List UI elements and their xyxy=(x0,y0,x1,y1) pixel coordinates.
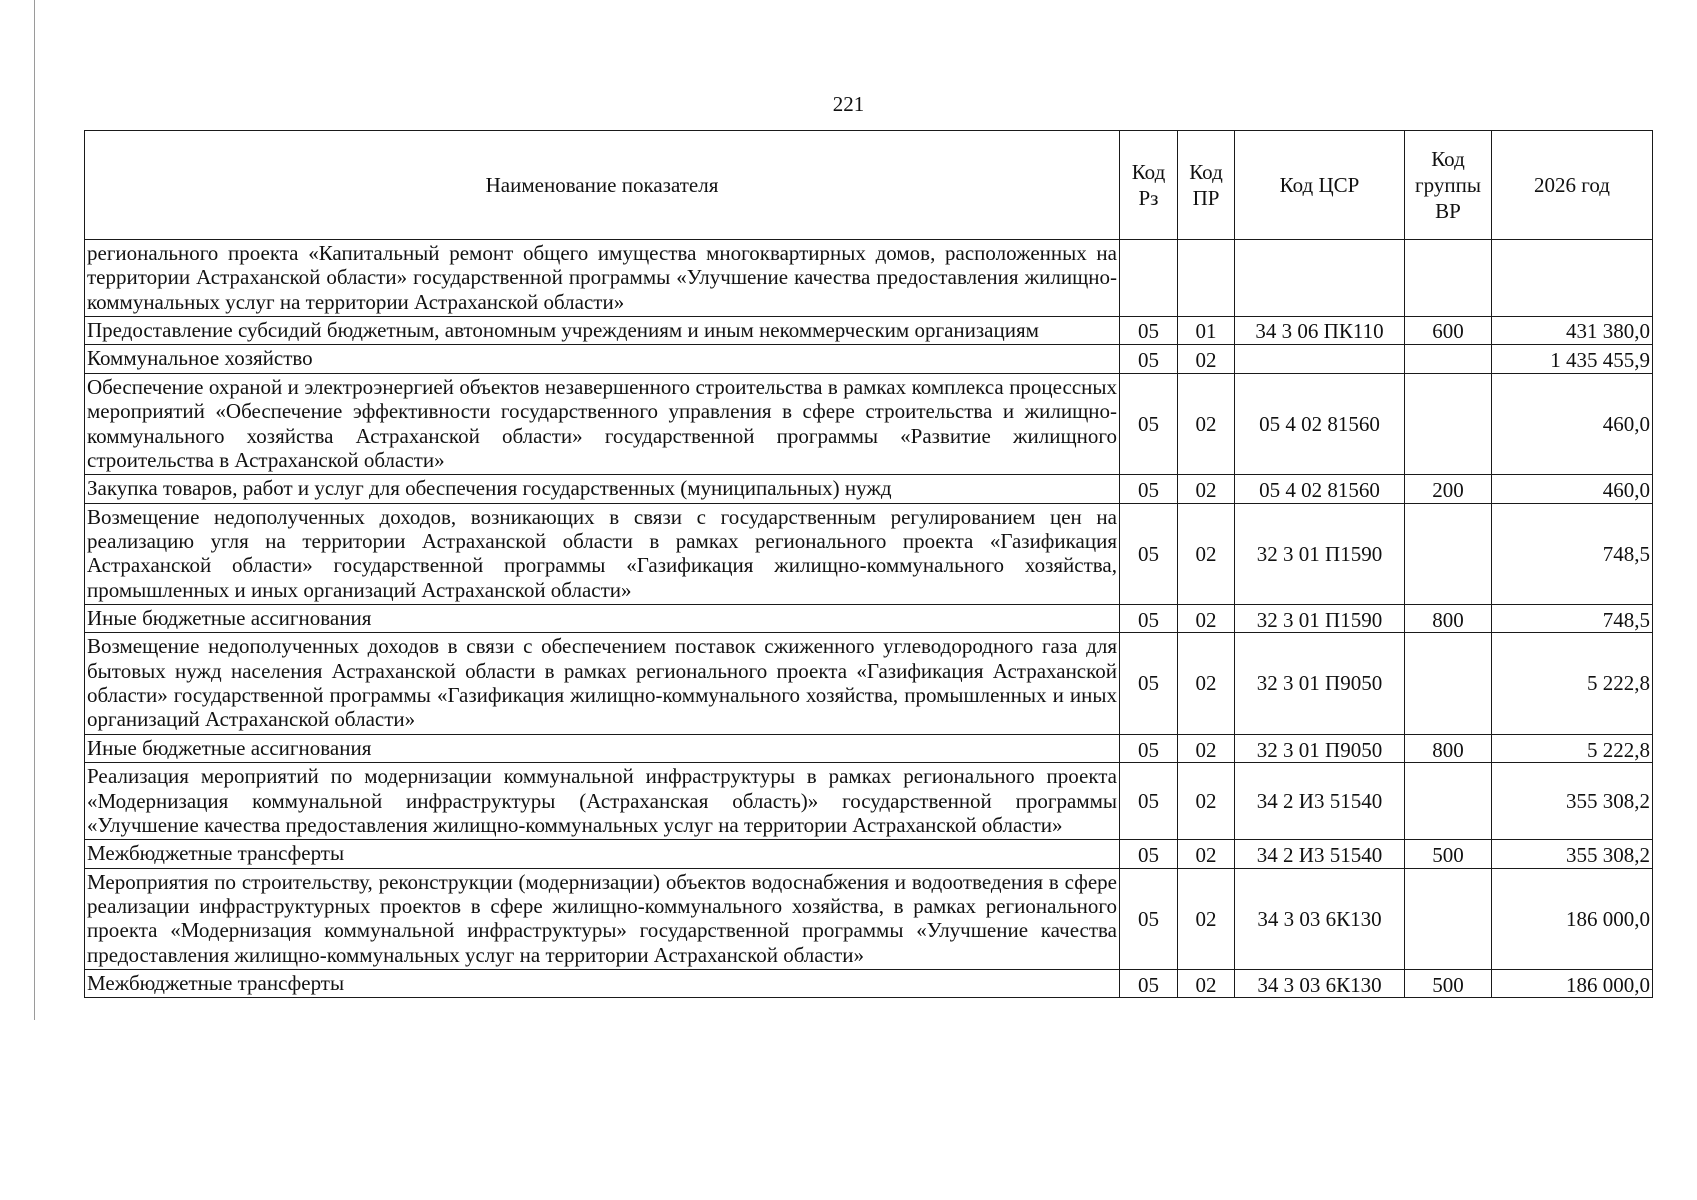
table-row xyxy=(85,503,1653,604)
row-pr: 02 xyxy=(1178,763,1235,840)
row-rz: 05 xyxy=(1120,345,1178,373)
row-vr: 500 xyxy=(1405,970,1492,998)
row-vr xyxy=(1405,373,1492,474)
table-row xyxy=(85,868,1653,969)
row-csr: 34 2 И3 51540 xyxy=(1235,763,1405,840)
row-name: Коммунальное хозяйство xyxy=(85,345,1120,373)
row-pr: 02 xyxy=(1178,605,1235,633)
table-row xyxy=(85,970,1653,998)
row-name: Обеспечение охраной и электроэнергией объектов незавершенного строительства в рамках комплекса процессных мероприятий «Обеспечение эффективности государственного управления в сфере строительства и жилищно-коммунального хозяйства Астраханской области» государственной программы «Развитие жилищного строительства в Астраханской области» xyxy=(85,373,1120,474)
row-name: Предоставление субсидий бюджетным, автономным учреждениям и иным некоммерческим организациям xyxy=(85,317,1120,345)
row-name: Иные бюджетные ассигнования xyxy=(85,734,1120,762)
row-sum: 748,5 xyxy=(1492,503,1653,604)
table-row xyxy=(85,317,1653,345)
row-rz: 05 xyxy=(1120,763,1178,840)
row-csr: 34 3 06 ПК110 xyxy=(1235,317,1405,345)
row-rz: 05 xyxy=(1120,840,1178,868)
row-rz: 05 xyxy=(1120,373,1178,474)
row-csr: 32 3 01 П1590 xyxy=(1235,605,1405,633)
row-name: регионального проекта «Капитальный ремонт общего имущества многоквартирных домов, расположенных на территории Астраханской области» государственной программы «Улучшение качества предоставления жилищно-коммунальных услуг на территории Астраханской области» xyxy=(85,240,1120,317)
row-vr xyxy=(1405,345,1492,373)
row-vr xyxy=(1405,633,1492,734)
row-rz: 05 xyxy=(1120,503,1178,604)
table-row xyxy=(85,633,1653,734)
row-sum: 748,5 xyxy=(1492,605,1653,633)
row-name: Мероприятия по строительству, реконструкции (модернизации) объектов водоснабжения и водоотведения в сфере реализации инфраструктурных проектов в сфере жилищно-коммунального хозяйства, в рамках регионального проекта «Модернизация коммунальной инфраструктуры» государственной программы «Улучшение качества предоставления жилищно-коммунальных услуг на территории Астраханской области» xyxy=(85,868,1120,969)
row-csr: 05 4 02 81560 xyxy=(1235,373,1405,474)
header-name: Наименование показателя xyxy=(85,131,1120,240)
row-sum: 186 000,0 xyxy=(1492,868,1653,969)
row-vr: 200 xyxy=(1405,475,1492,503)
row-rz: 05 xyxy=(1120,605,1178,633)
table-row xyxy=(85,373,1653,474)
row-sum: 5 222,8 xyxy=(1492,734,1653,762)
row-csr: 32 3 01 П9050 xyxy=(1235,633,1405,734)
table-row xyxy=(85,605,1653,633)
row-sum: 431 380,0 xyxy=(1492,317,1653,345)
row-csr: 32 3 01 П9050 xyxy=(1235,734,1405,762)
row-sum: 355 308,2 xyxy=(1492,840,1653,868)
row-pr: 02 xyxy=(1178,373,1235,474)
row-csr: 05 4 02 81560 xyxy=(1235,475,1405,503)
row-rz: 05 xyxy=(1120,475,1178,503)
row-vr xyxy=(1405,763,1492,840)
row-rz: 05 xyxy=(1120,868,1178,969)
row-csr: 34 3 03 6К130 xyxy=(1235,868,1405,969)
row-sum: 5 222,8 xyxy=(1492,633,1653,734)
row-pr: 02 xyxy=(1178,345,1235,373)
row-rz: 05 xyxy=(1120,633,1178,734)
row-sum: 1 435 455,9 xyxy=(1492,345,1653,373)
row-vr xyxy=(1405,868,1492,969)
table-row xyxy=(85,345,1653,373)
table-row xyxy=(85,840,1653,868)
table-row xyxy=(85,734,1653,762)
row-vr: 500 xyxy=(1405,840,1492,868)
row-csr: 32 3 01 П1590 xyxy=(1235,503,1405,604)
row-vr: 600 xyxy=(1405,317,1492,345)
header-rz: Код Рз xyxy=(1120,131,1178,240)
row-rz: 05 xyxy=(1120,970,1178,998)
row-vr: 800 xyxy=(1405,734,1492,762)
row-rz: 05 xyxy=(1120,734,1178,762)
header-year: 2026 год xyxy=(1492,131,1653,240)
row-csr xyxy=(1235,240,1405,317)
binding-margin-line xyxy=(34,0,35,1020)
row-pr: 02 xyxy=(1178,970,1235,998)
row-pr: 02 xyxy=(1178,840,1235,868)
header-pr: Код ПР xyxy=(1178,131,1235,240)
budget-table xyxy=(84,130,1653,998)
row-name: Иные бюджетные ассигнования xyxy=(85,605,1120,633)
header-vr: Код группы ВР xyxy=(1405,131,1492,240)
row-vr: 800 xyxy=(1405,605,1492,633)
row-pr: 02 xyxy=(1178,475,1235,503)
row-pr xyxy=(1178,240,1235,317)
row-pr: 02 xyxy=(1178,633,1235,734)
row-vr xyxy=(1405,240,1492,317)
row-pr: 02 xyxy=(1178,503,1235,604)
row-rz xyxy=(1120,240,1178,317)
header-csr: Код ЦСР xyxy=(1235,131,1405,240)
row-name: Межбюджетные трансферты xyxy=(85,840,1120,868)
row-sum xyxy=(1492,240,1653,317)
row-name: Межбюджетные трансферты xyxy=(85,970,1120,998)
row-pr: 01 xyxy=(1178,317,1235,345)
row-sum: 460,0 xyxy=(1492,475,1653,503)
row-rz: 05 xyxy=(1120,317,1178,345)
table-row xyxy=(85,475,1653,503)
row-name: Реализация мероприятий по модернизации коммунальной инфраструктуры в рамках регионального проекта «Модернизация коммунальной инфраструктуры (Астраханская область)» государственной программы «Улучшение качества предоставления жилищно-коммунальных услуг на территории Астраханской области» xyxy=(85,763,1120,840)
page-number: 221 xyxy=(832,92,865,116)
table-row xyxy=(85,240,1653,317)
row-sum: 186 000,0 xyxy=(1492,970,1653,998)
row-name: Закупка товаров, работ и услуг для обеспечения государственных (муниципальных) нужд xyxy=(85,475,1120,503)
row-sum: 460,0 xyxy=(1492,373,1653,474)
row-csr: 34 2 И3 51540 xyxy=(1235,840,1405,868)
row-pr: 02 xyxy=(1178,868,1235,969)
row-vr xyxy=(1405,503,1492,604)
row-pr: 02 xyxy=(1178,734,1235,762)
row-csr xyxy=(1235,345,1405,373)
row-name: Возмещение недополученных доходов в связи с обеспечением поставок сжиженного углеводородного газа для бытовых нужд населения Астраханской области в рамках регионального проекта «Газификация Астраханской области» государственной программы «Газификация жилищно-коммунального хозяйства, промышленных и иных организаций Астраханской области» xyxy=(85,633,1120,734)
row-csr: 34 3 03 6К130 xyxy=(1235,970,1405,998)
table-row xyxy=(85,763,1653,840)
row-sum: 355 308,2 xyxy=(1492,763,1653,840)
row-name: Возмещение недополученных доходов, возникающих в связи с государственным регулированием цен на реализацию угля на территории Астраханской области в рамках регионального проекта «Газификация Астраханской области» государственной программы «Газификация жилищно-коммунального хозяйства, промышленных и иных организаций Астраханской области» xyxy=(85,503,1120,604)
table-header-row xyxy=(85,131,1653,240)
